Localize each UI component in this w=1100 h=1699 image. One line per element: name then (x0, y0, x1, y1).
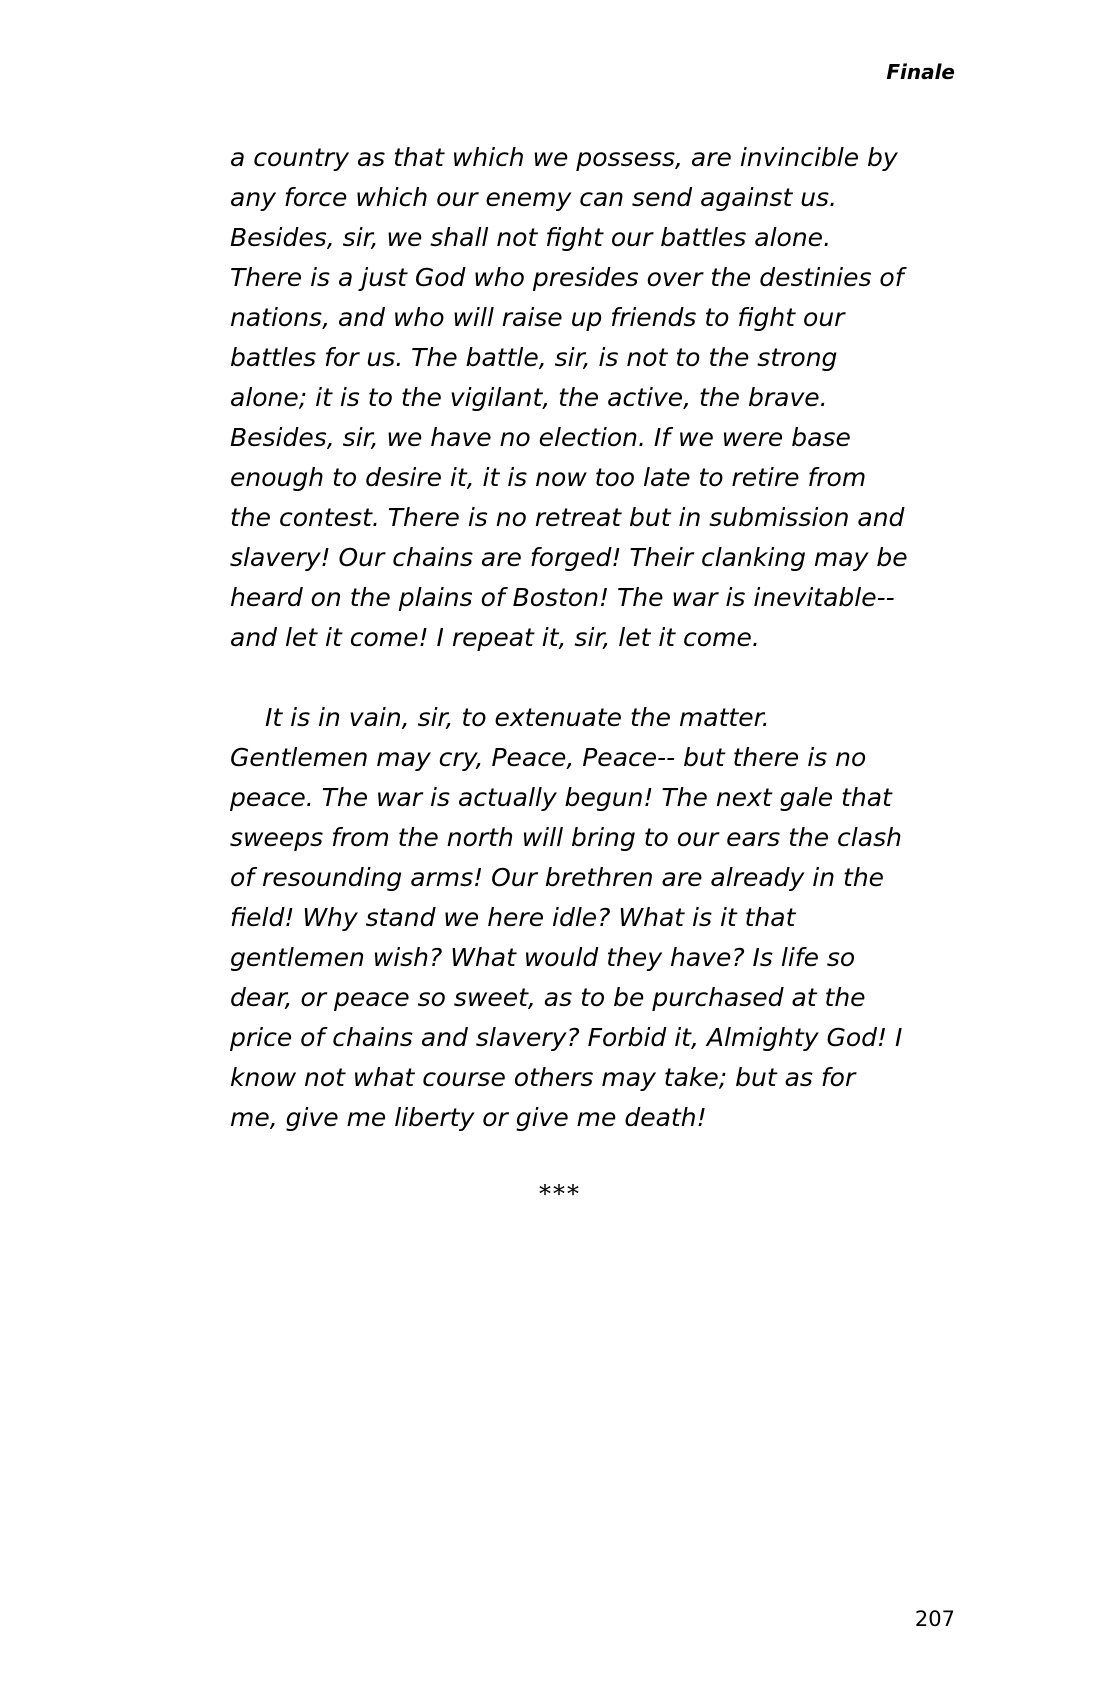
text-line: Besides, sir, we shall not fight our battles alone. (230, 223, 832, 252)
text-line: any force which our enemy can send against us. (230, 183, 838, 212)
text-line: a country as that which we possess, are invincible by (230, 143, 898, 172)
text-line: peace. The war is actually begun! The next gale that (230, 783, 892, 812)
text-line-indented: It is in vain, sir, to extenuate the matter. (265, 703, 770, 732)
text-line: slavery! Our chains are forged! Their clanking may be (230, 543, 908, 572)
running-head-title: Finale (886, 60, 955, 84)
text-line: field! Why stand we here idle? What is it that (230, 903, 796, 932)
page-number: 207 (914, 1607, 955, 1631)
text-line: dear, or peace so sweet, as to be purchased at the (230, 983, 866, 1012)
text-line: enough to desire it, it is now too late to retire from (230, 463, 867, 492)
text-line: gentlemen wish? What would they have? Is life so (230, 943, 856, 972)
text-line: Besides, sir, we have no election. If we were base (230, 423, 851, 452)
text-line: battles for us. The battle, sir, is not to the strong (230, 343, 838, 372)
text-line: sweeps from the north will bring to our ears the clash (230, 823, 902, 852)
text-line: know not what course others may take; but as for (230, 1063, 856, 1092)
paragraph-gap (230, 658, 910, 698)
text-line: me, give me liberty or give me death! (230, 1103, 707, 1132)
text-line: the contest. There is no retreat but in submission and (230, 503, 905, 532)
body-text (230, 138, 910, 1138)
text-line: alone; it is to the vigilant, the active, the brave. (230, 383, 828, 412)
text-line: and let it come! I repeat it, sir, let it come. (230, 623, 760, 652)
text-line: There is a just God who presides over the destinies of (230, 263, 904, 292)
text-line: heard on the plains of Boston! The war is inevitable-- (230, 583, 895, 612)
text-line: price of chains and slavery? Forbid it, Almighty God! I (230, 1023, 903, 1052)
section-separator: *** (539, 1180, 581, 1208)
paragraph-2 (230, 698, 910, 1138)
paragraph-1 (230, 138, 910, 658)
text-line: Gentlemen may cry, Peace, Peace-- but there is no (230, 743, 867, 772)
text-line: of resounding arms! Our brethren are already in the (230, 863, 885, 892)
text-line: nations, and who will raise up friends to fight our (230, 303, 845, 332)
